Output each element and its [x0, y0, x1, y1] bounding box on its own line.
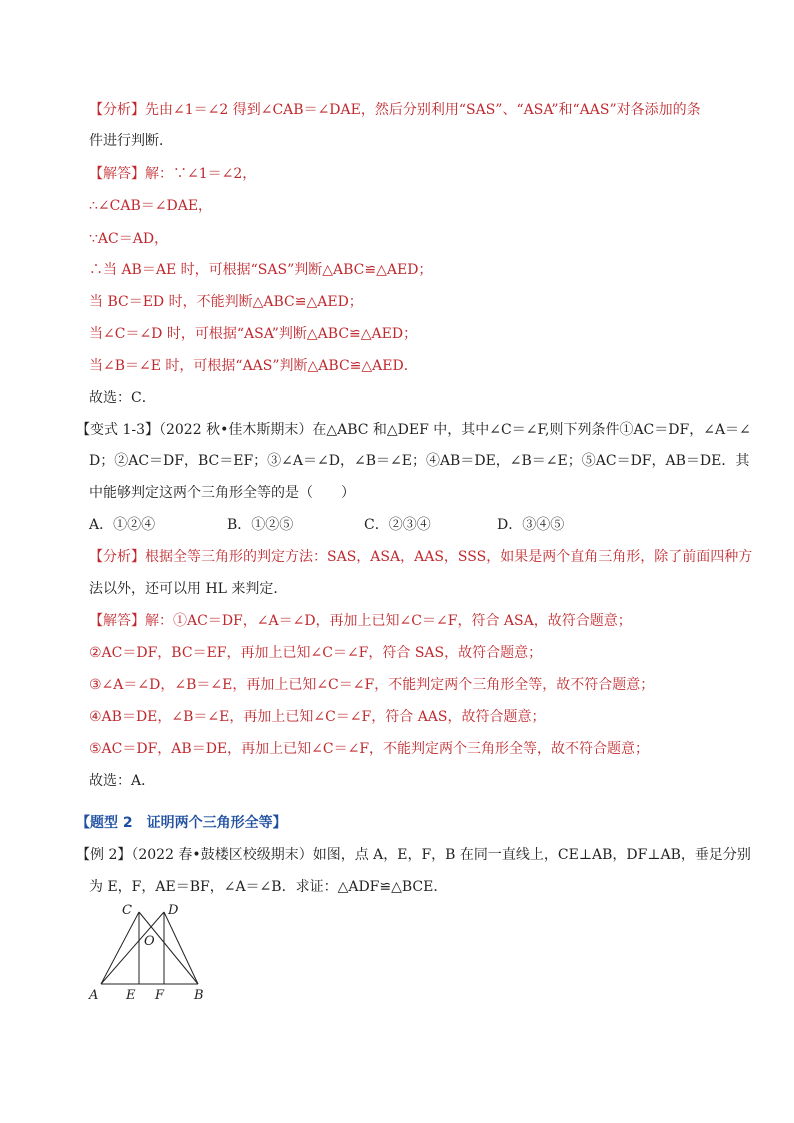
option-c[interactable]: C．②③④: [364, 517, 431, 533]
option-d[interactable]: D．③④⑤: [497, 517, 565, 533]
solution-line-6: 当∠C＝∠D 时，可根据“ASA”判断△ABC≌△AED；: [89, 326, 418, 342]
solution-line-4: ∴当 AB＝AE 时，可根据“SAS”判断△ABC≌△AED；: [89, 262, 433, 278]
variant-solution-line-4: ④AB＝DE，∠B＝∠E，再加上已知∠C＝∠F，符合 AAS，故符合题意；: [89, 709, 546, 725]
variant-solution-line-5: ⑤AC＝DF，AB＝DE，再加上已知∠C＝∠F，不能判定两个三角形全等，故不符合题意；: [89, 741, 650, 757]
solution-line-1: 【解答】解：∵∠1＝∠2，: [89, 166, 257, 182]
label-a: A: [89, 988, 99, 1003]
section-title: 【题型 2 证明两个三角形全等】: [76, 815, 287, 831]
solution-line-7: 当∠B＝∠E 时，可根据“AAS”判断△ABC≌△AED．: [89, 358, 418, 374]
geometry-figure: [84, 898, 214, 1004]
example2-question-line-1: 【例 2】（2022 春•鼓楼区校级期末）如图，点 A，E，F，B 在同一直线上，CE⊥AB，DF⊥AB，垂足分别: [76, 847, 751, 863]
variant-analysis-line-1: 【分析】根据全等三角形的判定方法：SAS，ASA，AAS，SSS，如果是两个直角三角形，除了前面四种方: [89, 549, 753, 565]
variant-solution-line-2: ②AC＝DF，BC＝EF，再加上已知∠C＝∠F，符合 SAS，故符合题意；: [89, 645, 543, 661]
solution-line-3: ∵AC＝AD，: [89, 231, 169, 247]
solution-line-8: 故选：C．: [89, 390, 156, 406]
variant-question-line-3: 中能够判定这两个三角形全等的是（ ）: [89, 485, 355, 501]
label-f: F: [155, 988, 165, 1003]
example2-question-line-2: 为 E，F，AE＝BF，∠A＝∠B．求证：△ADF≌△BCE．: [89, 879, 448, 895]
variant-question-line-2: D；②AC＝DF，BC＝EF；③∠A＝∠D，∠B＝∠E；④AB＝DE，∠B＝∠E；⑤AC＝DF，AB＝DE．其: [89, 453, 750, 469]
label-d: D: [168, 903, 179, 918]
variant-solution-line-1: 【解答】解：①AC＝DF，∠A＝∠D，再加上已知∠C＝∠F，符合 ASA，故符合题意；: [89, 613, 632, 629]
label-e: E: [126, 988, 136, 1003]
label-b: B: [194, 988, 204, 1003]
analysis-line-2: 件进行判断．: [89, 133, 173, 149]
solution-line-2: ∴∠CAB＝∠DAE，: [89, 198, 213, 214]
segment-ac: [101, 912, 139, 984]
label-o: O: [144, 934, 155, 949]
variant-analysis-line-2: 法以外，还可以用 HL 来判定．: [89, 581, 288, 597]
option-b[interactable]: B．①②⑤: [227, 517, 294, 533]
variant-solution-line-6: 故选：A．: [89, 773, 156, 789]
solution-line-5: 当 BC＝ED 时，不能判断△ABC≌△AED；: [89, 294, 363, 310]
option-a[interactable]: A．①②④: [89, 517, 156, 533]
variant-solution-line-3: ③∠A＝∠D，∠B＝∠E，再加上已知∠C＝∠F，不能判定两个三角形全等，故不符合题意；: [89, 677, 655, 693]
analysis-line-1: 【分析】先由∠1＝∠2 得到∠CAB＝∠DAE，然后分别利用“SAS”、“ASA”和“AAS”对各添加的条: [89, 102, 701, 118]
variant-question-line-1: 【变式 1-3】（2022 秋•佳木斯期末）在△ABC 和△DEF 中，其中∠C＝∠F,则下列条件①AC＝DF，∠A＝∠: [76, 422, 751, 438]
label-c: C: [122, 903, 132, 918]
